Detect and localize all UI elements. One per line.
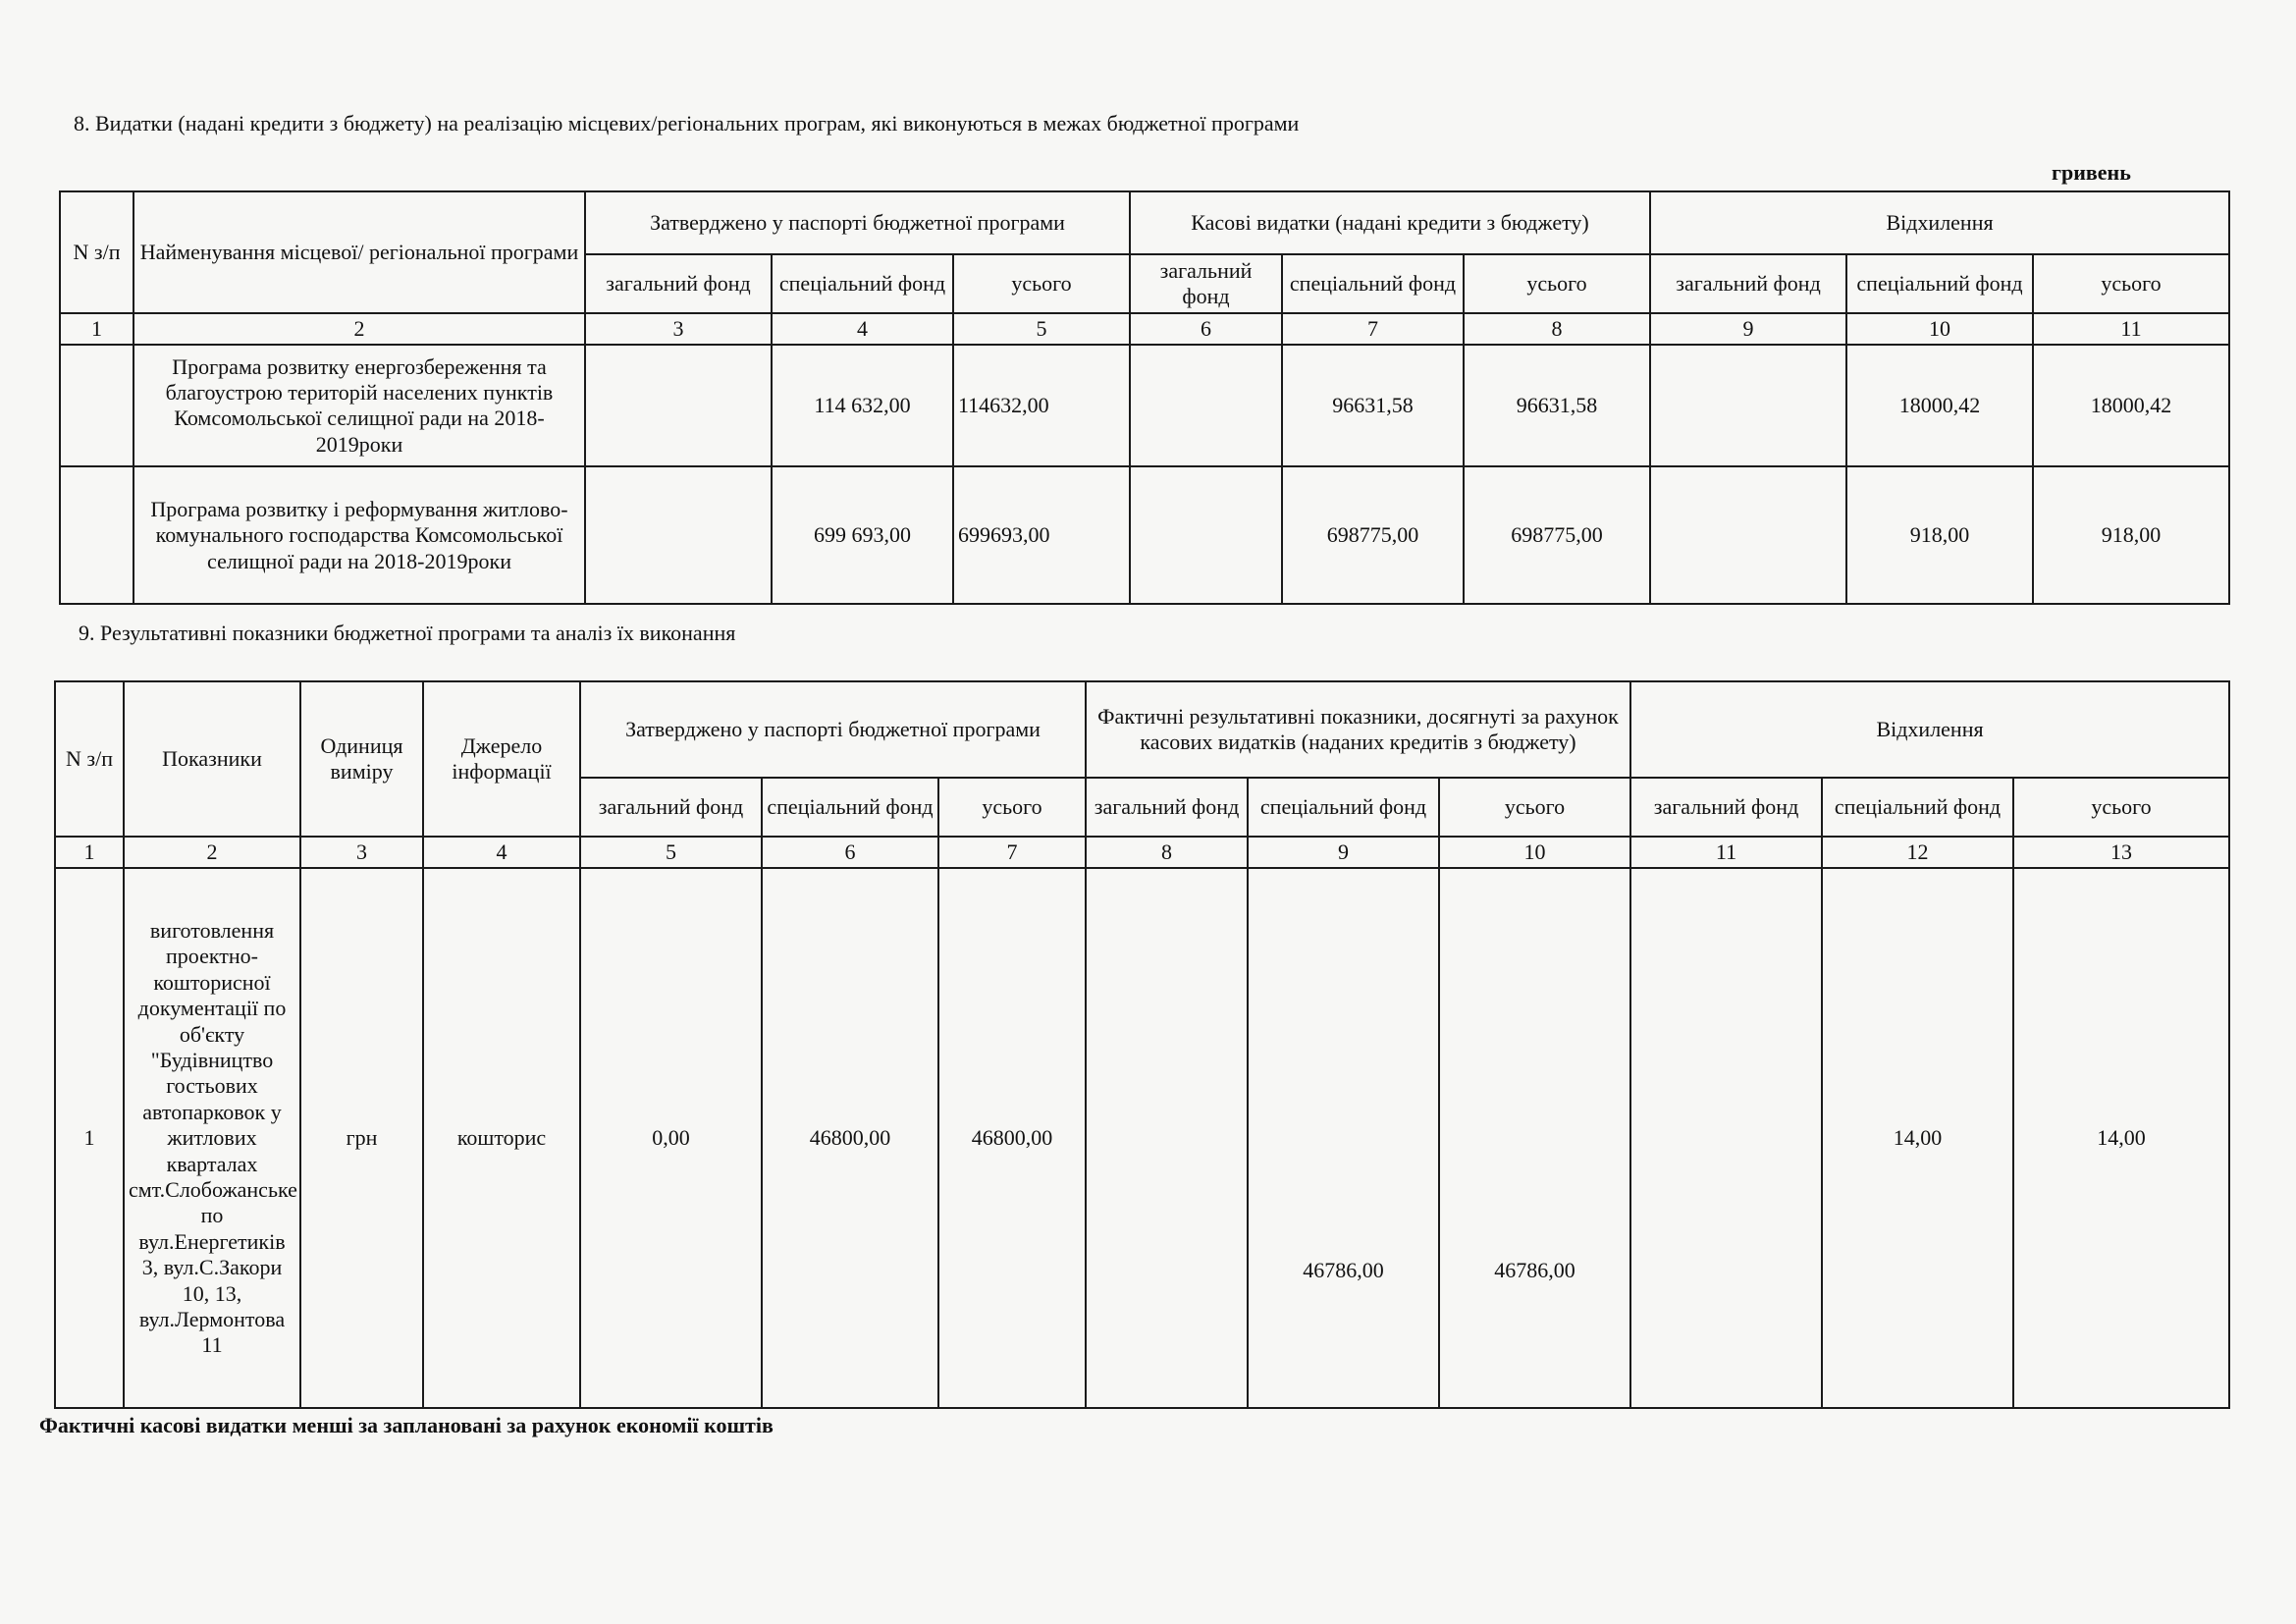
approved-special: 699 693,00 — [772, 466, 953, 604]
header-general-fund: загальний фонд — [1650, 254, 1846, 313]
actual-general — [1086, 868, 1248, 1408]
section-9-title: 9. Результативні показники бюджетної програми та аналіз їх виконання — [79, 621, 736, 645]
cash-special: 96631,58 — [1282, 345, 1464, 466]
column-number: 8 — [1086, 837, 1248, 868]
deviation-special: 18000,42 — [1846, 345, 2033, 466]
row-num — [60, 345, 133, 466]
actual-special: 46786,00 — [1248, 868, 1439, 1408]
header-num: N з/п — [60, 191, 133, 313]
column-number: 7 — [1282, 313, 1464, 345]
header-special-fund: спеціальний фонд — [762, 778, 938, 837]
header-general-fund: загальний фонд — [1086, 778, 1248, 837]
unit-value: грн — [300, 868, 423, 1408]
deviation-general — [1650, 466, 1846, 604]
cash-general — [1130, 466, 1282, 604]
deviation-special: 14,00 — [1822, 868, 2013, 1408]
cash-total: 698775,00 — [1464, 466, 1650, 604]
header-special-fund: спеціальний фонд — [1248, 778, 1439, 837]
section-8-title: 8. Видатки (надані кредити з бюджету) на реалізацію місцевих/регіональних програм, які виконуються в межах бюджетної програми — [74, 111, 1300, 135]
deviation-general — [1630, 868, 1822, 1408]
header-total: усього — [938, 778, 1086, 837]
header-cash-expenditure: Касові видатки (надані кредити з бюджету) — [1130, 191, 1650, 254]
header-general-fund: загальний фонд — [1130, 254, 1282, 313]
approved-total: 699693,00 — [953, 466, 1130, 604]
table-row — [60, 466, 2229, 604]
cash-general — [1130, 345, 1282, 466]
deviation-total: 918,00 — [2033, 466, 2229, 604]
performance-indicators-table — [54, 680, 2230, 1409]
column-number: 6 — [762, 837, 938, 868]
deviation-total: 14,00 — [2013, 868, 2229, 1408]
column-number: 9 — [1248, 837, 1439, 868]
header-special-fund: спеціальний фонд — [1822, 778, 2013, 837]
local-programs-expenditure-table — [59, 190, 2230, 605]
approved-special: 46800,00 — [762, 868, 938, 1408]
header-approved: Затверджено у паспорті бюджетної програми — [580, 681, 1086, 778]
header-special-fund: спеціальний фонд — [772, 254, 953, 313]
table-row — [60, 345, 2229, 466]
column-number: 4 — [423, 837, 580, 868]
deviation-total: 18000,42 — [2033, 345, 2229, 466]
column-number: 9 — [1650, 313, 1846, 345]
header-general-fund: загальний фонд — [585, 254, 772, 313]
approved-general — [585, 345, 772, 466]
column-number: 1 — [55, 837, 124, 868]
header-total: усього — [2033, 254, 2229, 313]
header-source: Джерело інформації — [423, 681, 580, 837]
indicator-description: виготовлення проектно-кошторисної документації по об'єкту "Будівництво гостьових автопарковок у житлових кварталах смт.Слобожанське по вул.Енергетиків 3, вул.С.Закори 10, 13, вул.Лермонтова 11 — [124, 868, 300, 1408]
header-deviation: Відхилення — [1630, 681, 2229, 778]
header-general-fund: загальний фонд — [1630, 778, 1822, 837]
currency-unit-label: гривень — [2052, 160, 2131, 185]
program-name: Програма розвитку і реформування житлово-комунального господарства Комсомольської селищної ради на 2018-2019роки — [133, 466, 585, 604]
header-num: N з/п — [55, 681, 124, 837]
row-num — [60, 466, 133, 604]
header-total: усього — [953, 254, 1130, 313]
header-unit: Одиниця виміру — [300, 681, 423, 837]
column-number: 3 — [300, 837, 423, 868]
approved-general: 0,00 — [580, 868, 762, 1408]
column-number: 5 — [580, 837, 762, 868]
cash-special: 698775,00 — [1282, 466, 1464, 604]
column-number: 4 — [772, 313, 953, 345]
header-special-fund: спеціальний фонд — [1282, 254, 1464, 313]
column-number: 6 — [1130, 313, 1282, 345]
table-row — [55, 868, 2229, 1408]
deviation-special: 918,00 — [1846, 466, 2033, 604]
header-actual: Фактичні результативні показники, досягнуті за рахунок касових видатків (наданих кредитів з бюджету) — [1086, 681, 1630, 778]
deviation-general — [1650, 345, 1846, 466]
header-program-name: Найменування місцевої/ регіональної програми — [133, 191, 585, 313]
column-number: 11 — [2033, 313, 2229, 345]
footnote: Фактичні касові видатки менші за заплановані за рахунок економії коштів — [39, 1413, 774, 1437]
actual-total: 46786,00 — [1439, 868, 1630, 1408]
header-indicators: Показники — [124, 681, 300, 837]
header-total: усього — [1464, 254, 1650, 313]
row-num: 1 — [55, 868, 124, 1408]
header-approved: Затверджено у паспорті бюджетної програми — [585, 191, 1130, 254]
cash-total: 96631,58 — [1464, 345, 1650, 466]
column-number: 2 — [133, 313, 585, 345]
column-number: 5 — [953, 313, 1130, 345]
column-number: 8 — [1464, 313, 1650, 345]
column-number: 3 — [585, 313, 772, 345]
column-number: 1 — [60, 313, 133, 345]
approved-general — [585, 466, 772, 604]
column-number: 12 — [1822, 837, 2013, 868]
approved-total: 114632,00 — [953, 345, 1130, 466]
column-number: 2 — [124, 837, 300, 868]
column-number: 11 — [1630, 837, 1822, 868]
header-special-fund: спеціальний фонд — [1846, 254, 2033, 313]
column-number: 13 — [2013, 837, 2229, 868]
program-name: Програма розвитку енергозбереження та благоустрою територій населених пунктів Комсомольської селищної ради на 2018-2019роки — [133, 345, 585, 466]
approved-special: 114 632,00 — [772, 345, 953, 466]
column-number: 7 — [938, 837, 1086, 868]
header-general-fund: загальний фонд — [580, 778, 762, 837]
column-number: 10 — [1846, 313, 2033, 345]
header-total: усього — [1439, 778, 1630, 837]
header-total: усього — [2013, 778, 2229, 837]
header-deviation: Відхилення — [1650, 191, 2229, 254]
column-number: 10 — [1439, 837, 1630, 868]
source-value: кошторис — [423, 868, 580, 1408]
approved-total: 46800,00 — [938, 868, 1086, 1408]
